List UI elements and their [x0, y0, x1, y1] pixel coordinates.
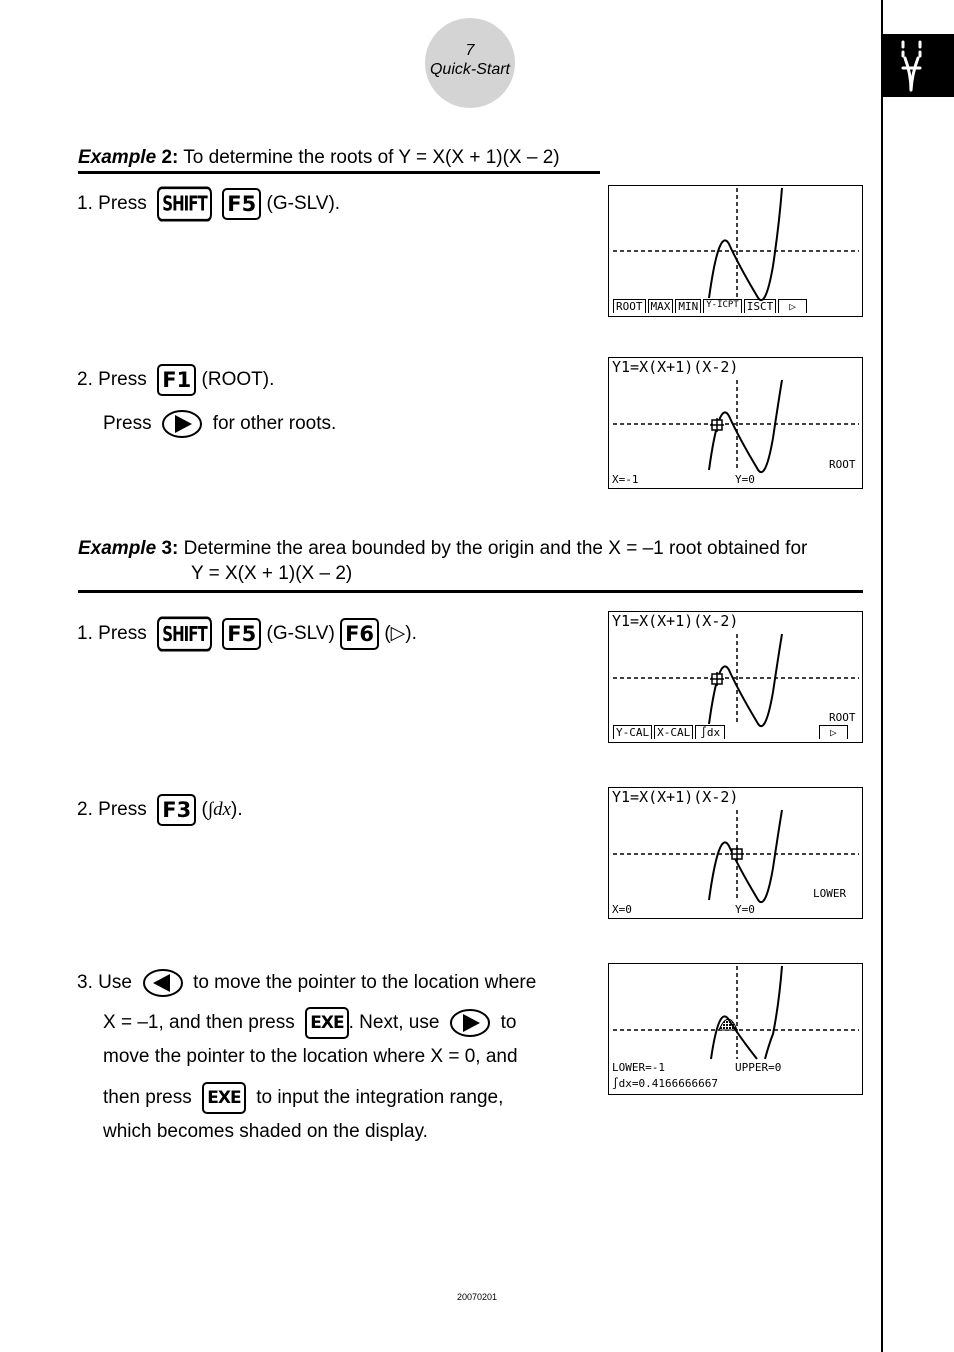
- lower-bound: LOWER=-1: [612, 1061, 665, 1074]
- f1-key: F1: [157, 364, 196, 396]
- cursor-icon: [730, 847, 744, 861]
- ex2-step2: [77, 364, 274, 396]
- paren-open: (: [201, 799, 208, 821]
- example3-underline: [78, 590, 863, 593]
- menu-next: ▷: [778, 299, 807, 313]
- step-text: (ROOT).: [201, 369, 275, 391]
- example2-heading: [78, 146, 560, 170]
- step-text: Use: [98, 972, 132, 994]
- menu-next: ▷: [819, 725, 848, 739]
- step-press: Press: [98, 799, 147, 821]
- graph-icon: [883, 34, 954, 97]
- right-arrow-key-icon: [450, 1009, 490, 1037]
- example3-heading-line2: [191, 562, 352, 586]
- menu-max: MAX: [648, 299, 674, 313]
- right-arrow-key-icon: [162, 410, 202, 438]
- page-number: 7: [465, 42, 475, 59]
- step-press: Press: [98, 369, 147, 391]
- step-text: to: [500, 1012, 517, 1034]
- step-text: (▷).: [384, 623, 417, 645]
- calculator-screen-2: [608, 357, 863, 489]
- example2-underline: [78, 171, 600, 174]
- x-value: X=0: [612, 903, 632, 916]
- calculator-screen-5: [608, 963, 863, 1095]
- step-press: Press: [98, 623, 147, 645]
- step-number: 1.: [77, 623, 93, 645]
- step-text: (G-SLV).: [266, 193, 341, 215]
- step-text: X = –1, and then press: [103, 1012, 295, 1034]
- ex3-step2: [77, 794, 243, 826]
- f5-key: F5: [222, 618, 261, 650]
- ex3-step3-line2: [103, 1007, 516, 1039]
- chapter-tab: [883, 34, 954, 97]
- menu-yicpt: Y-ICPT: [703, 299, 742, 313]
- exe-key: EXE: [305, 1007, 348, 1039]
- graph-display: [609, 358, 862, 488]
- graph-display: [609, 186, 862, 316]
- example3-heading: [78, 537, 807, 561]
- function-label: Y1=X(X+1)(X-2): [612, 612, 739, 630]
- menu-integral: ∫dx: [695, 725, 725, 739]
- mode-label: LOWER: [813, 887, 847, 900]
- step-press: Press: [103, 413, 152, 435]
- integral-symbol: ∫dx: [207, 799, 231, 821]
- step-text: which becomes shaded on the display.: [103, 1121, 428, 1142]
- shift-key: SHIFT: [157, 616, 211, 651]
- function-label: Y1=X(X+1)(X-2): [612, 788, 739, 806]
- f5-key: F5: [222, 188, 261, 220]
- example-label: Example: [78, 538, 157, 559]
- menu-isct: ISCT: [744, 299, 777, 313]
- step-press: Press: [98, 193, 147, 215]
- example-title: To determine the roots of Y = X(X + 1)(X – 2): [183, 147, 560, 168]
- ex2-step2-line2: [103, 410, 336, 438]
- footer-code: 20070201: [456, 1292, 498, 1302]
- step-text: to move the pointer to the location where: [193, 972, 537, 994]
- page-header-badge: [425, 18, 515, 108]
- y-value: Y=0: [735, 903, 755, 916]
- cursor-icon: [710, 672, 724, 686]
- example-number: 3:: [161, 538, 179, 559]
- step-text: for other roots.: [212, 413, 337, 435]
- ex3-step1: [77, 618, 417, 650]
- menu-min: MIN: [675, 299, 701, 313]
- step-text: to input the integration range,: [256, 1087, 504, 1109]
- function-menu: [613, 725, 725, 739]
- mode-label: ROOT: [829, 458, 856, 471]
- example-number: 2:: [161, 147, 179, 168]
- menu-ycal: Y-CAL: [613, 725, 652, 739]
- calculator-screen-3: [608, 611, 863, 743]
- upper-bound: UPPER=0: [735, 1061, 782, 1074]
- example-label: Example: [78, 147, 157, 168]
- integral-result: ∫dx=0.4166666667: [612, 1077, 718, 1090]
- menu-root: ROOT: [613, 299, 646, 313]
- function-menu: [613, 299, 807, 313]
- menu-xcal: X-CAL: [654, 725, 693, 739]
- section-title: Quick-Start: [429, 61, 510, 78]
- step-text: then press: [103, 1087, 192, 1109]
- step-text: (G-SLV): [266, 623, 335, 645]
- paren-close: ).: [231, 799, 243, 821]
- step-number: 3.: [77, 972, 93, 994]
- ex3-step3-line1: [77, 969, 536, 997]
- step-number: 2.: [77, 369, 93, 391]
- example-title-2: Y = X(X + 1)(X – 2): [191, 563, 353, 584]
- ex2-step1: [77, 188, 340, 220]
- step-text: move the pointer to the location where X = 0, and: [103, 1046, 518, 1067]
- ex3-step3-line5: [103, 1120, 428, 1144]
- calculator-screen-1: [608, 185, 863, 317]
- graph-display: [609, 964, 862, 1094]
- ex3-step3-line3: [103, 1045, 518, 1069]
- exe-key: EXE: [202, 1082, 245, 1114]
- f6-key: F6: [340, 618, 379, 650]
- f3-key: F3: [157, 794, 196, 826]
- step-number: 2.: [77, 799, 93, 821]
- ex3-step3-line4: [103, 1082, 503, 1114]
- x-value: X=-1: [612, 473, 639, 486]
- step-text: . Next, use: [348, 1012, 440, 1034]
- margin-rule: [881, 0, 883, 1352]
- cursor-icon: [710, 418, 724, 432]
- left-arrow-key-icon: [143, 969, 183, 997]
- calculator-screen-4: [608, 787, 863, 919]
- mode-label: ROOT: [829, 711, 856, 724]
- shift-key: SHIFT: [157, 186, 211, 221]
- function-label: Y1=X(X+1)(X-2): [612, 358, 739, 376]
- graph-display: [609, 612, 862, 742]
- step-number: 1.: [77, 193, 93, 215]
- y-value: Y=0: [735, 473, 755, 486]
- example-title: Determine the area bounded by the origin and the X = –1 root obtained for: [183, 538, 808, 559]
